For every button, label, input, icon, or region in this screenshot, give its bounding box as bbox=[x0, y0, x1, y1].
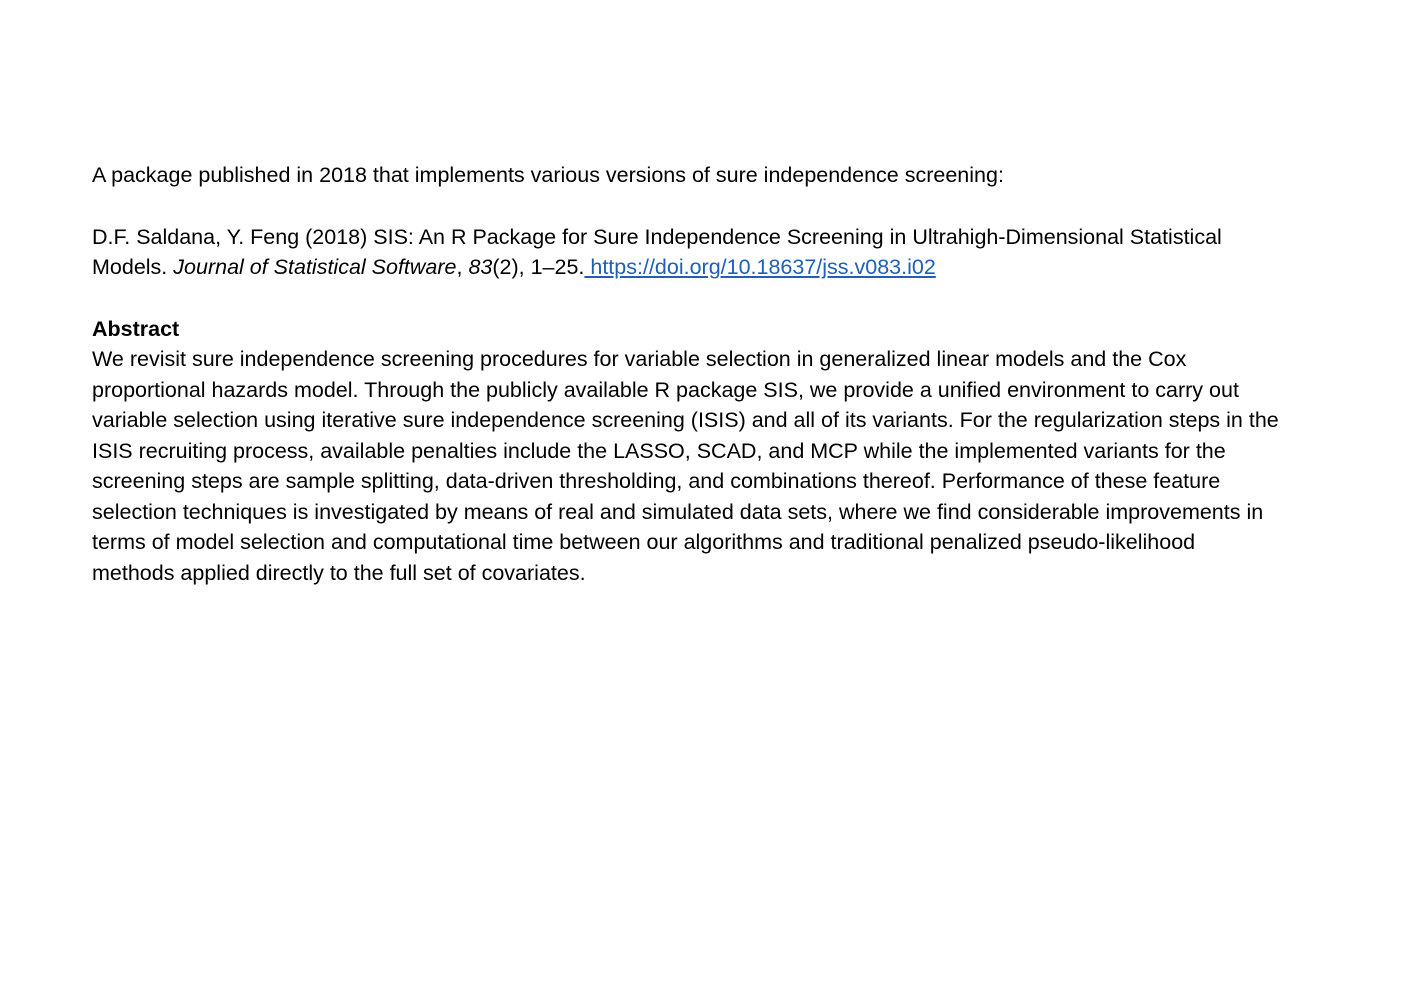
abstract-heading: Abstract bbox=[92, 316, 180, 341]
citation-volume: 83 bbox=[468, 255, 493, 279]
citation-separator: , bbox=[456, 255, 469, 279]
citation-issue-pages: (2), 1–25. bbox=[492, 255, 585, 279]
doi-link[interactable]: https://doi.org/10.18637/jss.v083.i02 bbox=[584, 255, 936, 279]
citation-journal: Journal of Statistical Software bbox=[173, 255, 457, 279]
citation-authors-title: D.F. Saldana, Y. Feng (2018) SIS: An R Package for Sure Independence Screening in Ultrahigh-Dimensional Statistical Models. bbox=[92, 224, 1222, 279]
slide-content bbox=[92, 160, 1282, 588]
intro-text: A package published in 2018 that implements various versions of sure independence screening: bbox=[92, 163, 1004, 187]
citation bbox=[92, 222, 1282, 283]
abstract-text: We revisit sure independence screening procedures for variable selection in generalized linear models and the Cox proportional hazards model. Through the publicly available R package SIS, we provide a unified environment to carry out variable selection using iterative sure independence screening (ISIS) and all of its variants. For the regularization steps in the ISIS recruiting process, available penalties include the LASSO, SCAD, and MCP while the implemented variants for the screening steps are sample splitting, data-driven thresholding, and combinations thereof. Performance of these feature selection techniques is investigated by means of real and simulated data sets, where we find considerable improvements in terms of model selection and computational time between our algorithms and traditional penalized pseudo-likelihood methods applied directly to the full set of covariates. bbox=[92, 347, 1279, 585]
